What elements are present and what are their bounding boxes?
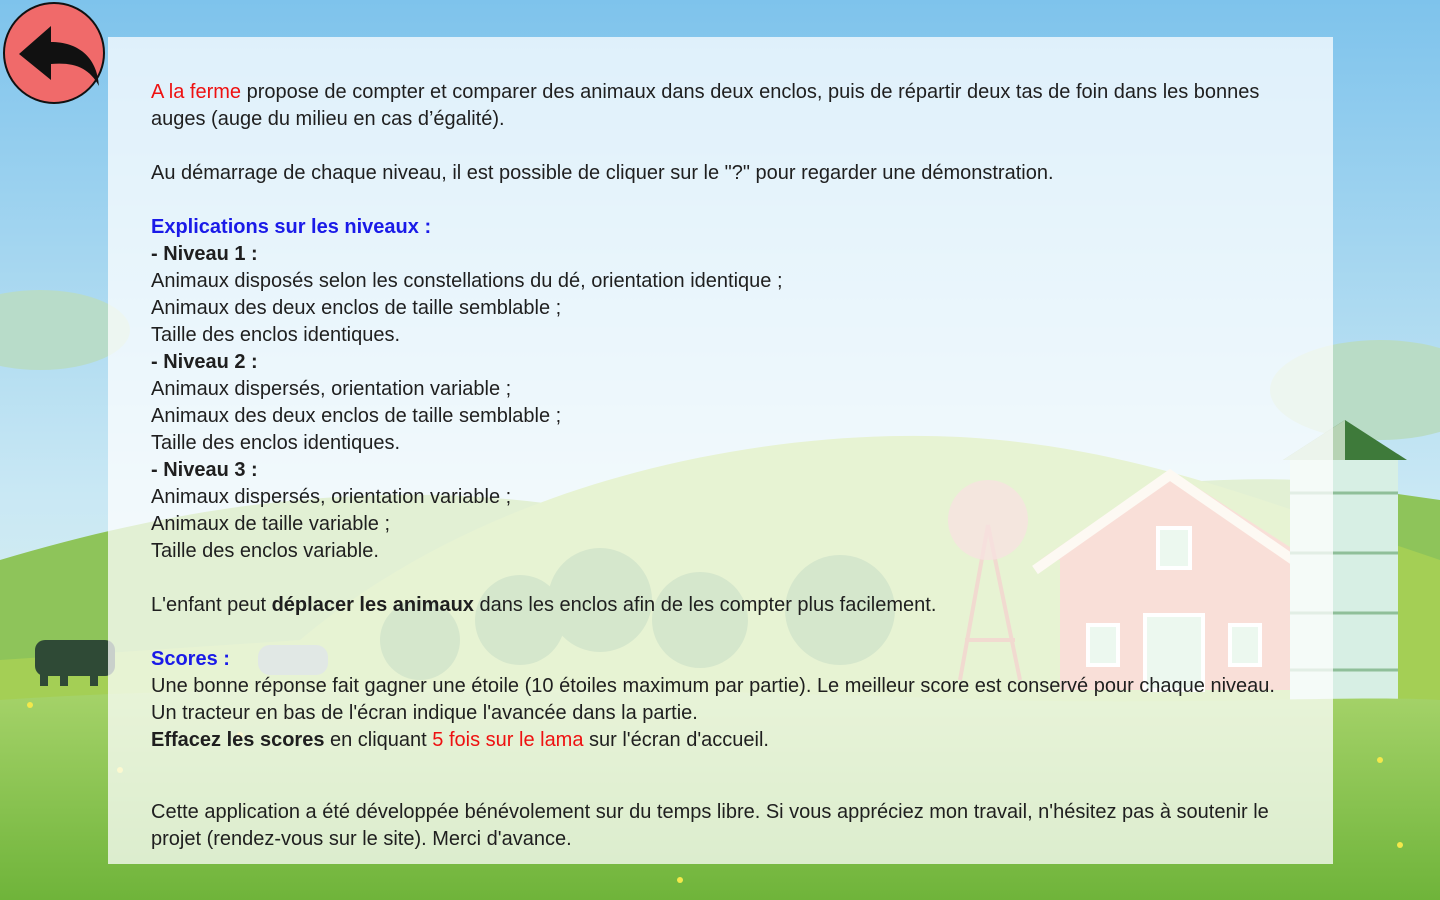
level-1-line: Animaux disposés selon les constellations du dé, orientation identique ;	[151, 270, 783, 292]
scores-section	[151, 646, 1293, 754]
erase-scores-mid: en cliquant	[324, 729, 433, 751]
level-1-line: Taille des enclos identiques.	[151, 324, 401, 346]
app-name: A la ferme	[151, 81, 242, 103]
drag-text-bold: déplacer les animaux	[271, 594, 474, 616]
demo-paragraph: Au démarrage de chaque niveau, il est possible de cliquer sur le "?" pour regarder une démonstration.	[151, 162, 1054, 184]
level-2-line: Animaux dispersés, orientation variable ;	[151, 378, 512, 400]
erase-scores-line	[151, 727, 1293, 754]
back-button[interactable]	[3, 2, 105, 104]
level-2-title: - Niveau 2 :	[151, 351, 258, 373]
intro-text: propose de compter et comparer des animaux dans deux enclos, puis de répartir deux tas de foin dans les bonnes auges (auge du milieu en cas d’égalité).	[151, 81, 1260, 130]
level-3-line: Taille des enclos variable.	[151, 540, 379, 562]
footer-paragraph: Cette application a été développée bénévolement sur du temps libre. Si vous appréciez mon travail, n'hésitez pas à soutenir le projet (rendez-vous sur le site). Merci d'avance.	[151, 801, 1269, 850]
level-3-line: Animaux dispersés, orientation variable ;	[151, 486, 512, 508]
level-2-line: Taille des enclos identiques.	[151, 432, 401, 454]
drag-text-before: L'enfant peut	[151, 594, 272, 616]
info-panel	[108, 37, 1333, 864]
levels-heading: Explications sur les niveaux :	[151, 216, 432, 238]
level-2-line: Animaux des deux enclos de taille semblable ;	[151, 405, 562, 427]
spacer	[151, 754, 1293, 799]
level-1-line: Animaux des deux enclos de taille semblable ;	[151, 297, 562, 319]
erase-scores-bold: Effacez les scores	[151, 729, 325, 751]
scores-heading: Scores :	[151, 648, 230, 670]
scores-text: Une bonne réponse fait gagner une étoile (10 étoiles maximum par partie). Le meilleur score est conservé pour chaque niveau. Un tracteur en bas de l'écran indique l'avancée dans la partie.	[151, 675, 1275, 724]
erase-scores-end: sur l'écran d'accueil.	[583, 729, 769, 751]
curved-back-arrow-icon	[5, 4, 107, 106]
level-3-title: - Niveau 3 :	[151, 459, 258, 481]
drag-paragraph	[151, 592, 1293, 619]
drag-text-after: dans les enclos afin de les compter plus facilement.	[473, 594, 937, 616]
erase-scores-red: 5 fois sur le lama	[432, 729, 584, 751]
intro-paragraph	[151, 79, 1293, 133]
levels-section	[151, 214, 1293, 565]
level-1-title: - Niveau 1 :	[151, 243, 258, 265]
level-3-line: Animaux de taille variable ;	[151, 513, 391, 535]
